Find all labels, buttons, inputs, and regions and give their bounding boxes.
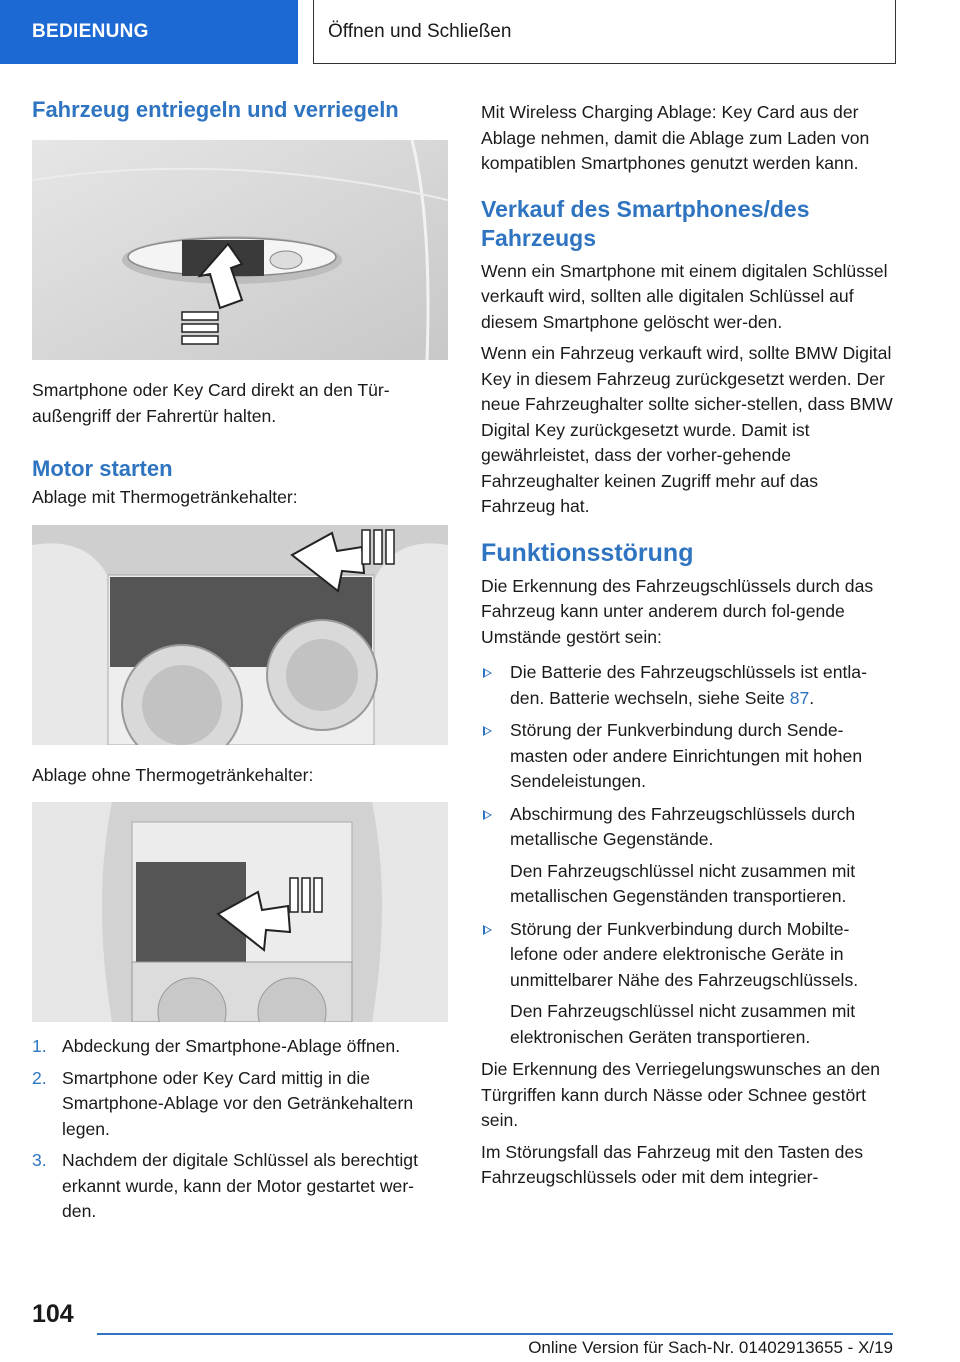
list-item — [481, 802, 896, 910]
heading-sale: Verkauf des Smartphones/des Fahrzeugs — [481, 195, 810, 251]
list-item — [32, 1066, 448, 1143]
bullet-subtext: Den Fahrzeugschlüssel nicht zusammen mit metallischen Gegenständen transportieren. — [510, 860, 856, 906]
chapter-title: Öffnen und Schließen — [328, 20, 512, 42]
sale-para-1: Wenn ein Smartphone mit einem digitalen Schlüssel verkauft wird, sollten alle digitalen Schlüssel auf diesem Smartphone gelöscht wer-den. — [481, 260, 888, 332]
step-number: 3. — [32, 1150, 47, 1170]
fault-causes-list — [481, 660, 896, 1050]
page-number: 104 — [32, 1300, 74, 1328]
bullet-text: Abschirmung des Fahrzeugschlüssels durch metallische Gegenstände. — [510, 803, 856, 849]
tray-with-thermo-photo — [32, 525, 448, 745]
footer-version: Online Version für Sach-Nr. 01402913655 - X/19 — [528, 1338, 893, 1357]
list-item — [481, 660, 896, 711]
bullet-text: Die Batterie des Fahrzeugschlüssels ist entla-den. Batterie wechseln, siehe Seite — [510, 662, 867, 708]
heading-unlock: Fahrzeug entriegeln und verriegeln — [32, 97, 399, 122]
step-number: 1. — [32, 1036, 47, 1056]
bullet-subtext: Den Fahrzeugschlüssel nicht zusammen mit elektronischen Geräten transportieren. — [510, 1001, 856, 1047]
wireless-charging-note: Mit Wireless Charging Ablage: Key Card aus der Ablage nehmen, damit die Ablage zum Laden von kompatiblen Smartphones genutzt werden kann. — [481, 102, 870, 173]
section-tab — [0, 0, 298, 64]
left-column — [32, 96, 448, 1231]
wetness-note: Die Erkennung des Verriegelungswunsches an den Türgriffen kann durch Nässe oder Schnee gestört sein. — [481, 1059, 881, 1130]
step-text: Smartphone oder Key Card mittig in die Smartphone-Ablage vor den Getränkehaltern legen. — [62, 1067, 414, 1139]
start-steps-list — [32, 1034, 448, 1225]
list-item — [481, 718, 896, 795]
tray-without-thermo-photo — [32, 802, 448, 1022]
step-text: Abdeckung der Smartphone-Ablage öffnen. — [62, 1036, 401, 1056]
step-text: Nachdem der digitale Schlüssel als berechtigt erkannt wurde, kann der Motor gestartet wer-den. — [62, 1150, 418, 1221]
page-link[interactable]: 87 — [789, 687, 810, 708]
triangle-bullet-icon — [483, 668, 492, 678]
tray-with-thermo-label: Ablage mit Thermogetränkehalter: — [32, 487, 298, 507]
heading-start-engine: Motor starten — [32, 456, 173, 481]
triangle-bullet-icon — [483, 925, 492, 935]
tray-without-thermo-label: Ablage ohne Thermogetränkehalter: — [32, 764, 314, 785]
triangle-bullet-icon — [483, 726, 492, 736]
bullet-end: . — [809, 687, 815, 708]
right-column — [481, 100, 896, 1197]
footer-divider — [97, 1333, 893, 1335]
list-item — [32, 1148, 448, 1225]
bullet-text: Störung der Funkverbindung durch Sende-masten oder andere Einrichtungen mit hohen Sendeleistungen. — [510, 720, 863, 791]
unlock-instruction: Smartphone oder Key Card direkt an den Tür-außengriff der Fahrertür halten. — [32, 380, 390, 426]
bullet-text: Störung der Funkverbindung durch Mobilte-lefone oder andere elektronische Geräte in unmittelbarer Nähe des Fahrzeugschlüssels. — [510, 918, 859, 990]
door-handle-photo — [32, 140, 448, 360]
step-number: 2. — [32, 1067, 47, 1088]
sale-para-2: Wenn ein Fahrzeug verkauft wird, sollte BMW Digital Key in diesem Fahrzeug zurückgesetzt werden. Der neue Fahrzeughalter sollte sicher-stellen, dass BMW Digital Key zurückgesetzt wurde. Damit ist gewährleistet, dass der vorher-gehende Fahrzeughalter keinen Zugriff mehr auf das Fahrzeug hat. — [481, 343, 893, 516]
heading-fault: Funktionsstörung — [481, 538, 694, 567]
fault-intro: Die Erkennung des Fahrzeugschlüssels durch das Fahrzeug kann unter anderem durch fol-gende Umstände gestört sein: — [481, 575, 874, 647]
list-item — [32, 1034, 448, 1060]
fault-action-note: Im Störungsfall das Fahrzeug mit den Tasten des Fahrzeugschlüssels oder mit dem integrier- — [481, 1141, 864, 1187]
list-item — [481, 917, 896, 1051]
section-label: BEDIENUNG — [32, 21, 149, 42]
triangle-bullet-icon — [483, 810, 492, 820]
chapter-title-box — [313, 0, 896, 64]
